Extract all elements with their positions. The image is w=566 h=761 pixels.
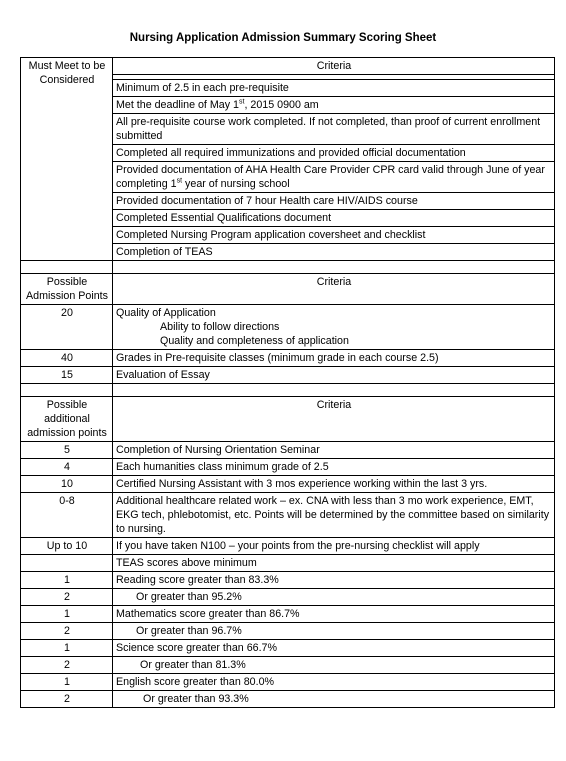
points-cell: 1 — [21, 674, 113, 691]
criteria-cell — [113, 162, 555, 193]
criteria-text: Or greater than 81.3% — [140, 659, 246, 671]
criteria-cell: Provided documentation of 7 hour Health care HIV/AIDS course — [113, 193, 555, 210]
criteria-cell: Mathematics score greater than 86.7% — [113, 606, 555, 623]
criteria-cell: All pre-requisite course work completed. If not completed, than proof of current enrollment submitted — [113, 114, 555, 145]
table-row — [21, 572, 555, 589]
table-row — [21, 640, 555, 657]
section1-left-header: Must Meet to be Considered — [21, 58, 113, 261]
sub-criteria: Quality and completeness of application — [160, 335, 349, 347]
table-row — [21, 442, 555, 459]
points-cell: 20 — [21, 305, 113, 350]
deadline-superscript: st — [238, 98, 245, 106]
section3-header-row — [21, 397, 555, 442]
section3-left-header: Possible additional admission points — [21, 397, 113, 442]
criteria-cell: English score greater than 80.0% — [113, 674, 555, 691]
table-row — [21, 476, 555, 493]
points-cell: 15 — [21, 367, 113, 384]
criteria-cell: Minimum of 2.5 in each pre-requisite — [113, 80, 555, 97]
criteria-cell: Science score greater than 66.7% — [113, 640, 555, 657]
table-row — [21, 350, 555, 367]
criteria-cell — [113, 305, 555, 350]
criteria-cell: Completion of Nursing Orientation Seminar — [113, 442, 555, 459]
criteria-cell: If you have taken N100 – your points from the pre-nursing checklist will apply — [113, 538, 555, 555]
sub-criteria: Ability to follow directions — [160, 321, 280, 333]
criteria-cell: Completion of TEAS — [113, 244, 555, 261]
page-title: Nursing Application Admission Summary Scoring Sheet — [129, 32, 437, 44]
points-cell: 1 — [21, 640, 113, 657]
criteria-cell — [113, 589, 555, 606]
points-cell: 2 — [21, 657, 113, 674]
table-row — [21, 459, 555, 476]
criteria-cell: Grades in Pre-requisite classes (minimum grade in each course 2.5) — [113, 350, 555, 367]
table-row — [21, 657, 555, 674]
points-cell: 1 — [21, 572, 113, 589]
section2-header-row — [21, 274, 555, 305]
table-row — [21, 589, 555, 606]
criteria-cell: Additional healthcare related work – ex. CNA with less than 3 mo work experience, EMT, EKG tech, phlebotomist, etc. Points will be determined by the committee based on similarity to nursing. — [113, 493, 555, 538]
table-row — [21, 691, 555, 708]
section2-left-header: Possible Admission Points — [21, 274, 113, 305]
points-cell — [21, 555, 113, 572]
criteria-cell: Reading score greater than 83.3% — [113, 572, 555, 589]
cpr-superscript: st — [176, 177, 183, 185]
table-row — [21, 367, 555, 384]
criteria-cell: Completed all required immunizations and provided official documentation — [113, 145, 555, 162]
points-cell: 2 — [21, 589, 113, 606]
spacer-row — [21, 384, 555, 397]
points-cell: 10 — [21, 476, 113, 493]
points-cell: 2 — [21, 691, 113, 708]
scoring-table — [20, 57, 555, 708]
points-cell: 2 — [21, 623, 113, 640]
criteria-cell: Evaluation of Essay — [113, 367, 555, 384]
table-row — [21, 493, 555, 538]
criteria-cell — [113, 691, 555, 708]
section3-criteria-header: Criteria — [113, 397, 555, 442]
cpr-text-end: year of nursing school — [182, 178, 290, 190]
section1-criteria-header: Criteria — [113, 58, 555, 75]
spacer-row — [21, 261, 555, 274]
criteria-text: Or greater than 96.7% — [136, 625, 242, 637]
points-cell: 5 — [21, 442, 113, 459]
points-cell: Up to 10 — [21, 538, 113, 555]
deadline-text: Met the deadline of May 1 — [116, 99, 239, 111]
criteria-text: Or greater than 95.2% — [136, 591, 242, 603]
criteria-cell: Each humanities class minimum grade of 2.5 — [113, 459, 555, 476]
table-row — [21, 305, 555, 350]
table-row — [21, 606, 555, 623]
table-row — [21, 538, 555, 555]
table-row — [21, 555, 555, 572]
table-row — [21, 674, 555, 691]
criteria-cell: TEAS scores above minimum — [113, 555, 555, 572]
criteria-cell — [113, 623, 555, 640]
deadline-text-end: , 2015 0900 am — [244, 99, 319, 111]
table-row — [21, 623, 555, 640]
criteria-cell: Completed Nursing Program application coversheet and checklist — [113, 227, 555, 244]
points-cell: 0-8 — [21, 493, 113, 538]
cpr-text: Provided documentation of AHA Health Care Provider CPR card valid through June of year completing 1 — [116, 164, 545, 190]
criteria-cell: Completed Essential Qualifications document — [113, 210, 555, 227]
section2-criteria-header: Criteria — [113, 274, 555, 305]
points-cell: 4 — [21, 459, 113, 476]
section1-header-row — [21, 58, 555, 75]
points-cell: 1 — [21, 606, 113, 623]
criteria-cell: Certified Nursing Assistant with 3 mos experience working within the last 3 yrs. — [113, 476, 555, 493]
points-cell: 40 — [21, 350, 113, 367]
criteria-cell — [113, 657, 555, 674]
criteria-text: Or greater than 93.3% — [143, 693, 249, 705]
criteria-text: Quality of Application — [116, 307, 216, 319]
criteria-cell — [113, 97, 555, 114]
